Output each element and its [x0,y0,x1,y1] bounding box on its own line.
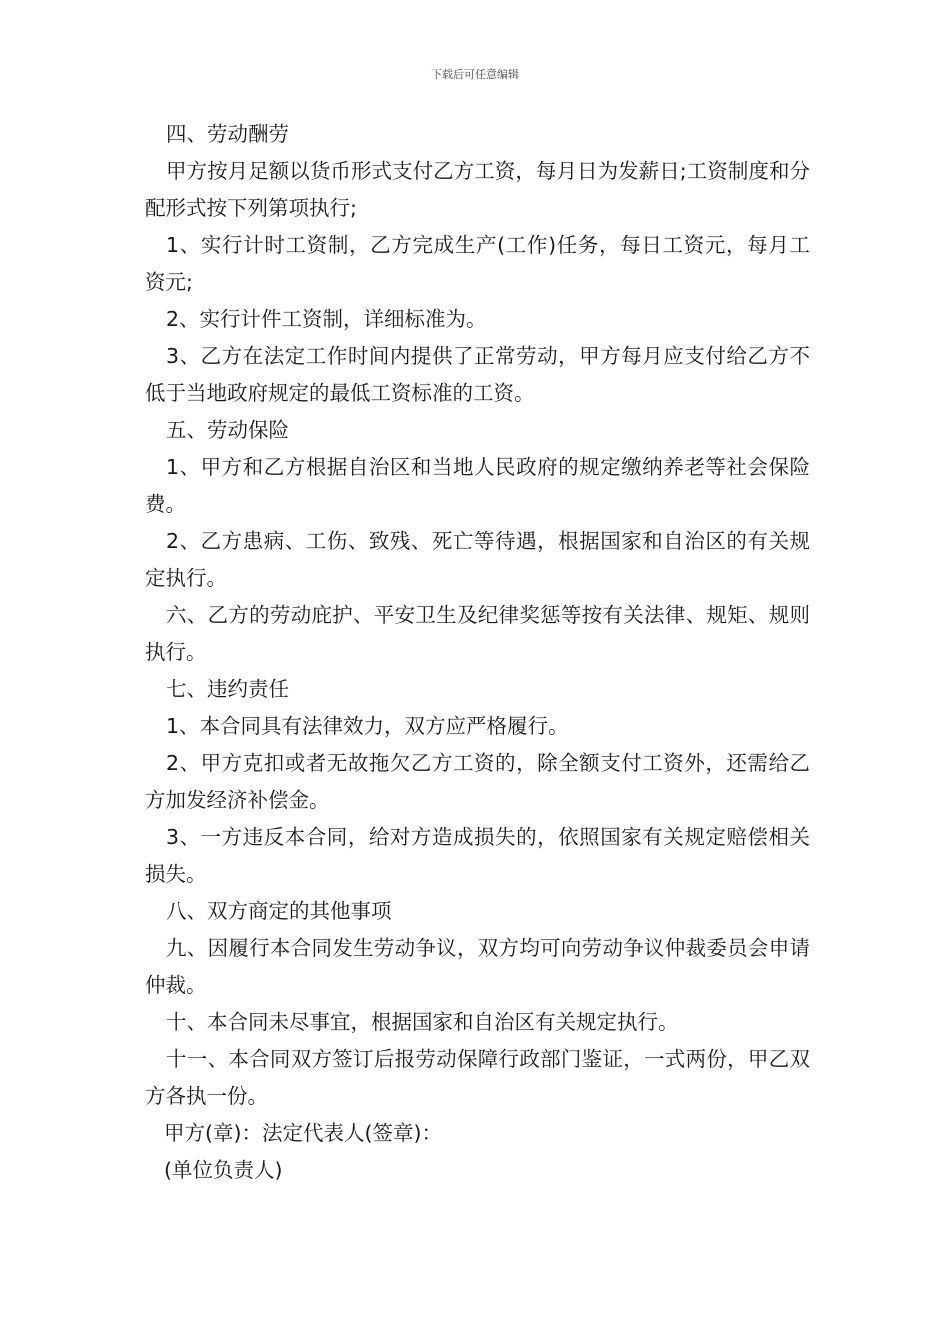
paragraph-wage-payment: 甲方按月足额以货币形式支付乙方工资，每月日为发薪日;工资制度和分配形式按下列第项执行; [145,159,810,220]
signature-party-a: 甲方(章)：法定代表人(签章)： [164,1121,442,1145]
list-item-injury-benefits: 2、乙方患病、工伤、致残、死亡等待遇，根据国家和自治区的有关规定执行。 [145,529,810,590]
section-heading-other-matters: 八、双方商定的其他事项 [166,899,392,923]
section-heading-insurance: 五、劳动保险 [166,418,289,442]
list-item-time-wage: 1、实行计时工资制，乙方完成生产(工作)任务，每日工资元，每月工资元; [145,233,810,294]
section-heading-copies: 十一、本合同双方签订后报劳动保障行政部门鉴证，一式两份，甲乙双方各执一份。 [145,1047,810,1108]
section-heading-unresolved: 十、本合同未尽事宜，根据国家和自治区有关规定执行。 [166,1010,679,1034]
list-item-legal-effect: 1、本合同具有法律效力，双方应严格履行。 [166,714,569,738]
list-item-compensation: 3、一方违反本合同，给对方造成损失的，依照国家有关规定赔偿相关损失。 [145,825,810,886]
section-heading-breach: 七、违约责任 [166,677,289,701]
list-item-minimum-wage: 3、乙方在法定工作时间内提供了正常劳动，甲方每月应支付给乙方不低于当地政府规定的最低工资标准的工资。 [145,344,810,405]
list-item-wage-arrears: 2、甲方克扣或者无故拖欠乙方工资的，除全额支付工资外，还需给乙方加发经济补偿金。 [145,751,810,812]
signature-unit-head: (单位负责人) [164,1158,283,1182]
contract-body [145,116,810,1189]
page-header-note: 下载后可任意编辑 [431,68,519,81]
list-item-social-insurance: 1、甲方和乙方根据自治区和当地人民政府的规定缴纳养老等社会保险费。 [145,455,810,516]
section-heading-arbitration: 九、因履行本合同发生劳动争议，双方均可向劳动争议仲裁委员会申请仲裁。 [145,936,810,997]
section-heading-remuneration: 四、劳动酬劳 [166,122,289,146]
list-item-piece-wage: 2、实行计件工资制，详细标准为。 [166,307,487,331]
section-heading-protection: 六、乙方的劳动庇护、平安卫生及纪律奖惩等按有关法律、规矩、规则执行。 [145,603,810,664]
